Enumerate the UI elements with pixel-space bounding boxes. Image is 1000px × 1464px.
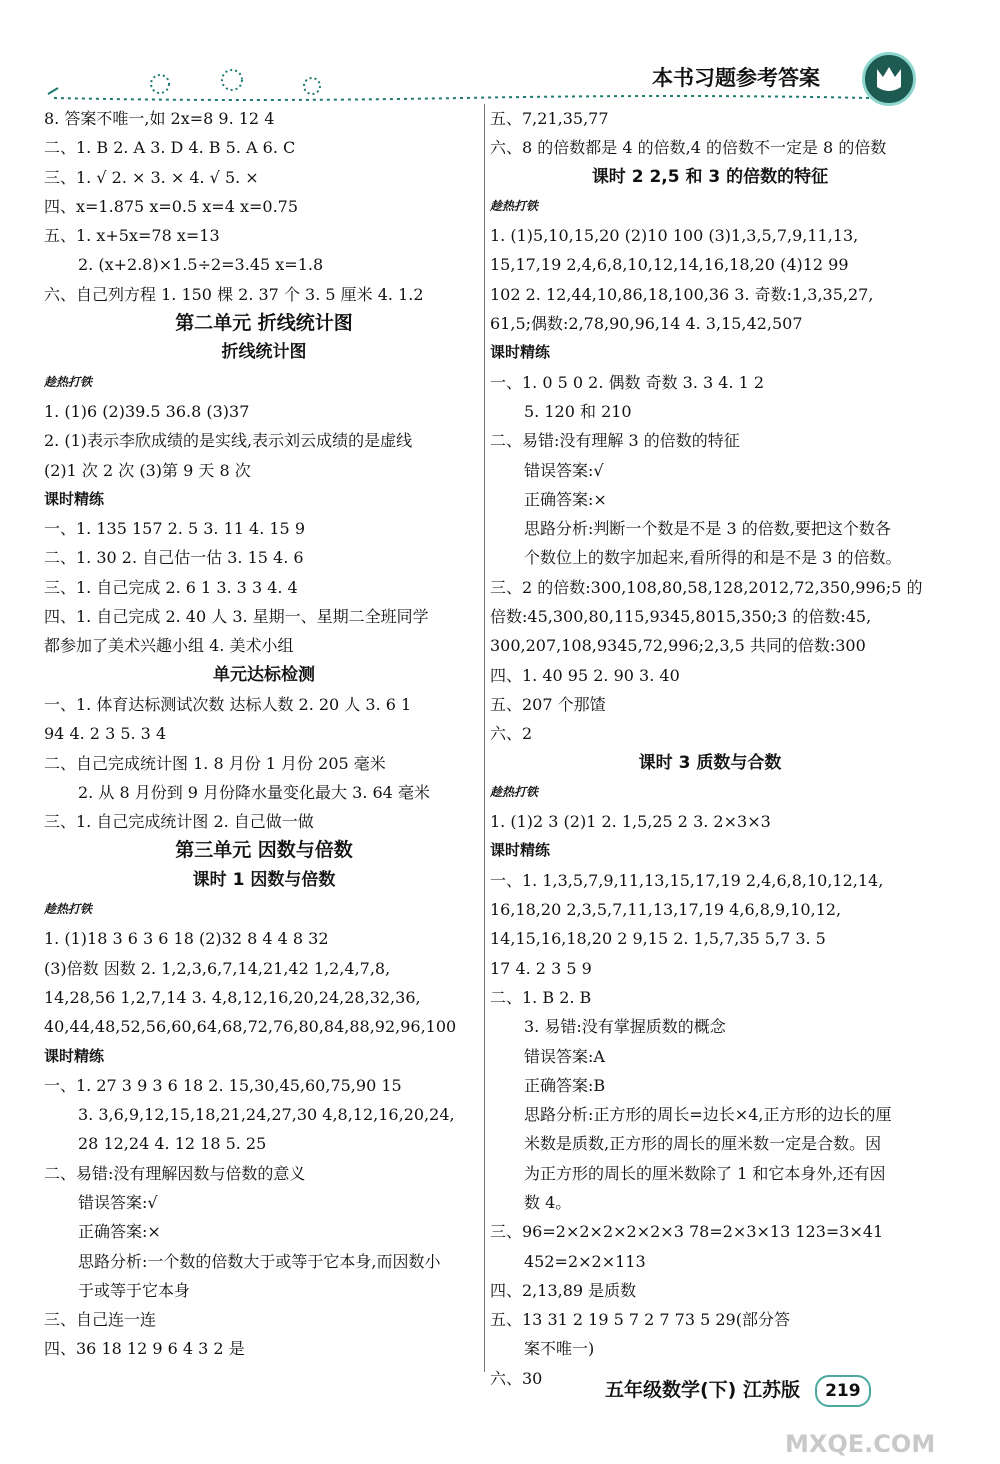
- answer-line: 二、易错:没有理解因数与倍数的意义: [44, 1163, 306, 1183]
- answer-line: 思路分析:正方形的周长=边长×4,正方形的边长的厘: [524, 1105, 892, 1125]
- answer-line: 思路分析:一个数的倍数大于或等于它本身,而因数小: [78, 1251, 441, 1271]
- answer-line: 数 4。: [524, 1192, 572, 1212]
- answer-line: 15,17,19 2,4,6,8,10,12,14,16,18,20 (4)12 99: [490, 255, 849, 275]
- answer-line: 一、1. 1,3,5,7,9,11,13,15,17,19 2,4,6,8,10,12,14,: [490, 870, 884, 890]
- right-column: [490, 104, 930, 1393]
- answer-line: 3. 3,6,9,12,15,18,21,24,27,30 4,8,12,16,20,24,: [78, 1105, 455, 1125]
- answer-line: 五、207 个那馇: [490, 694, 606, 714]
- answer-line: 二、1. 30 2. 自己估一估 3. 15 4. 6: [44, 548, 304, 568]
- answer-line: 二、1. B 2. A 3. D 4. B 5. A 6. C: [44, 138, 296, 158]
- answer-line: 于或等于它本身: [78, 1280, 191, 1300]
- answer-line: 六、8 的倍数都是 4 的倍数,4 的倍数不一定是 8 的倍数: [490, 138, 887, 158]
- answer-line: 趁热打铁: [44, 374, 93, 389]
- answer-line: 五、13 31 2 19 5 7 2 7 73 5 29(部分答: [490, 1310, 790, 1330]
- answer-line: 二、易错:没有理解 3 的倍数的特征: [490, 431, 740, 451]
- answer-line: 三、96=2×2×2×2×2×3 78=2×3×13 123=3×41: [490, 1222, 884, 1242]
- answer-line: 452=2×2×113: [524, 1251, 646, 1271]
- subsection-heading: 课时 3 质数与合数: [638, 752, 782, 773]
- subsection-heading: 单元达标检测: [213, 664, 315, 685]
- answer-line: 正确答案:×: [524, 489, 607, 509]
- subsection-heading: 折线统计图: [221, 342, 307, 363]
- answer-line: 94 4. 2 3 5. 3 4: [44, 724, 167, 744]
- answer-line: 个数位上的数字加起来,看所得的和是不是 3 的倍数。: [524, 548, 902, 568]
- answer-line: 14,28,56 1,2,7,14 3. 4,8,12,16,20,24,28,32,36,: [44, 987, 421, 1007]
- answer-line: 28 12,24 4. 12 18 5. 25: [78, 1134, 267, 1154]
- answer-line: 趁热打铁: [44, 902, 93, 917]
- answer-line: 1. (1)6 (2)39.5 36.8 (3)37: [44, 401, 250, 421]
- answer-line: 倍数:45,300,80,115,9345,8015,350;3 的倍数:45,: [490, 607, 872, 627]
- answer-line: 三、1. 自己完成 2. 6 1 3. 3 3 4. 4: [44, 577, 298, 597]
- answer-line: 课时精练: [490, 841, 551, 860]
- answer-line: 六、2: [490, 724, 533, 744]
- page-footer: [605, 1372, 871, 1408]
- answer-line: 三、2 的倍数:300,108,80,58,128,2012,72,350,996;5 的: [490, 577, 923, 597]
- answer-line: 14,15,16,18,20 2 9,15 2. 1,5,7,35 5,7 3. 5: [490, 929, 826, 949]
- answer-line: (3)倍数 因数 2. 1,2,3,6,7,14,21,42 1,2,4,7,8,: [44, 958, 391, 978]
- answer-line: 61,5;偶数:2,78,90,96,14 4. 3,15,42,507: [490, 314, 803, 334]
- page-header: [0, 0, 1000, 110]
- answer-line: 趁热打铁: [490, 784, 539, 799]
- answer-line: 四、1. 40 95 2. 90 3. 40: [490, 665, 680, 685]
- answer-line: 五、7,21,35,77: [490, 109, 609, 128]
- answer-line: 为正方形的周长的厘米数除了 1 和它本身外,还有因: [524, 1163, 886, 1183]
- answer-line: 四、36 18 12 9 6 4 3 2 是: [44, 1339, 245, 1359]
- answer-line: 102 2. 12,44,10,86,18,100,36 3. 奇数:1,3,35,27,: [490, 284, 874, 304]
- answer-line: 2. 从 8 月份到 9 月份降水量变化最大 3. 64 毫米: [78, 782, 430, 802]
- answer-line: 40,44,48,52,56,60,64,68,72,76,80,84,88,92,96,100: [44, 1017, 457, 1037]
- answer-line: 1. (1)2 3 (2)1 2. 1,5,25 2 3. 2×3×3: [490, 812, 771, 832]
- answer-line: 一、1. 0 5 0 2. 偶数 奇数 3. 3 4. 1 2: [490, 372, 765, 392]
- answer-line: 课时精练: [44, 1046, 105, 1065]
- answer-line: 2. (1)表示李欣成绩的是实线,表示刘云成绩的是虚线: [44, 431, 413, 451]
- answer-line: 四、1. 自己完成 2. 40 人 3. 星期一、星期二全班同学: [44, 607, 429, 627]
- book-logo-icon: [862, 52, 916, 106]
- answer-line: (2)1 次 2 次 (3)第 9 天 8 次: [44, 460, 251, 480]
- section-heading: 第三单元 因数与倍数: [175, 839, 353, 862]
- answer-line: 2. (x+2.8)×1.5÷2=3.45 x=1.8: [78, 255, 324, 275]
- answer-line: 六、自己列方程 1. 150 棵 2. 37 个 3. 5 厘米 4. 1.2: [44, 284, 424, 304]
- answer-line: 六、30: [490, 1368, 543, 1388]
- section-heading: 第二单元 折线统计图: [175, 312, 353, 335]
- answer-line: 8. 答案不唯一,如 2x=8 9. 12 4: [44, 109, 275, 128]
- answer-line: 四、x=1.875 x=0.5 x=4 x=0.75: [44, 196, 299, 216]
- answer-line: 课时精练: [490, 343, 551, 362]
- answer-line: 二、自己完成统计图 1. 8 月份 1 月份 205 毫米: [44, 753, 386, 773]
- answer-line: 1. (1)18 3 6 3 6 18 (2)32 8 4 4 8 32: [44, 929, 329, 949]
- answer-line: 3. 易错:没有掌握质数的概念: [524, 1017, 726, 1037]
- answer-line: 错误答案:A: [524, 1046, 605, 1066]
- answer-line: 一、1. 27 3 9 3 6 18 2. 15,30,45,60,75,90 15: [44, 1075, 402, 1095]
- answer-line: 五、1. x+5x=78 x=13: [44, 226, 220, 246]
- answer-line: 一、1. 体育达标测试次数 达标人数 2. 20 人 3. 6 1: [44, 694, 412, 714]
- answer-line: 一、1. 135 157 2. 5 3. 11 4. 15 9: [44, 519, 305, 539]
- watermark-text: MXQE.COM: [785, 1430, 936, 1458]
- subsection-heading: 课时 1 因数与倍数: [192, 869, 336, 890]
- subsection-heading: 课时 2 2,5 和 3 的倍数的特征: [591, 166, 829, 187]
- answer-line: 都参加了美术兴趣小组 4. 美术小组: [44, 636, 294, 656]
- answer-line: 三、自己连一连: [44, 1310, 157, 1330]
- answer-line: 米数是质数,正方形的周长的厘米数一定是合数。因: [524, 1134, 882, 1154]
- answer-line: 1. (1)5,10,15,20 (2)10 100 (3)1,3,5,7,9,11,13,: [490, 226, 859, 246]
- answer-line: 三、1. 自己完成统计图 2. 自己做一做: [44, 812, 314, 832]
- answer-line: 二、1. B 2. B: [490, 987, 592, 1007]
- answer-line: 课时精练: [44, 489, 105, 508]
- answer-line: 16,18,20 2,3,5,7,11,13,17,19 4,6,8,9,10,12,: [490, 900, 842, 920]
- answer-line: 四、2,13,89 是质数: [490, 1280, 637, 1300]
- header-title: 本书习题参考答案: [652, 66, 820, 90]
- answer-line: 正确答案:×: [78, 1222, 161, 1242]
- left-column: [44, 104, 484, 1364]
- answer-line: 趁热打铁: [490, 198, 539, 213]
- answer-line: 案不唯一): [524, 1339, 595, 1359]
- answer-line: 17 4. 2 3 5 9: [490, 958, 592, 978]
- column-divider: [484, 104, 485, 1372]
- page-number: 219: [815, 1375, 871, 1407]
- answer-line: 5. 120 和 210: [524, 401, 632, 421]
- answer-line: 错误答案:√: [78, 1192, 158, 1212]
- answer-line: 正确答案:B: [524, 1075, 606, 1095]
- answer-line: 思路分析:判断一个数是不是 3 的倍数,要把这个数各: [524, 519, 891, 539]
- footer-book-title: 五年级数学(下) 江苏版: [605, 1379, 800, 1401]
- answer-line: 错误答案:√: [524, 460, 604, 480]
- answer-line: 三、1. √ 2. × 3. × 4. √ 5. ×: [44, 167, 259, 187]
- answer-line: 300,207,108,9345,72,996;2,3,5 共同的倍数:300: [490, 636, 866, 656]
